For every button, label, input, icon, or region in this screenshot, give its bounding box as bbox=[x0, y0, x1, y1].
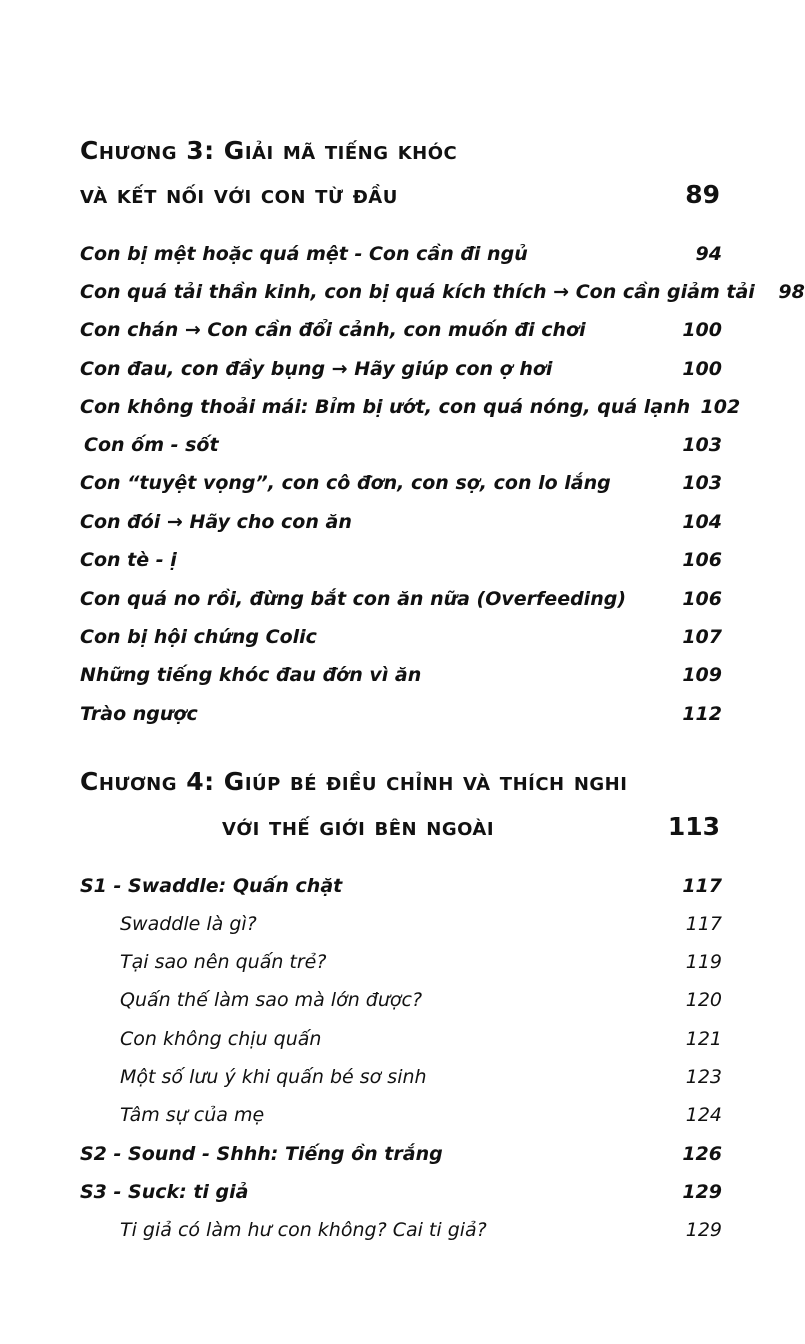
toc-entry bbox=[80, 699, 722, 729]
toc-entry-title: Trào ngược bbox=[80, 703, 198, 725]
toc-entry bbox=[80, 871, 722, 901]
toc-entry-title: Con không chịu quấn bbox=[120, 1028, 322, 1050]
toc-entry bbox=[80, 430, 722, 460]
toc-entry-page: 94 bbox=[695, 243, 722, 265]
toc-entry-page: 124 bbox=[685, 1104, 722, 1126]
toc-entry bbox=[80, 584, 722, 614]
toc-subentry bbox=[120, 947, 722, 977]
toc-entry-page: 104 bbox=[682, 511, 722, 533]
toc-entry bbox=[80, 315, 722, 345]
toc-entry-title: Con không thoải mái: Bỉm bị ướt, con quá nóng, quá lạnh bbox=[80, 396, 691, 418]
toc-entry-page: 117 bbox=[682, 875, 722, 897]
toc-entry-page: 117 bbox=[685, 913, 722, 935]
toc-entry-title: Tâm sự của mẹ bbox=[120, 1104, 265, 1126]
toc-entry-title: Swaddle là gì? bbox=[120, 913, 257, 935]
toc-entry-title: Con quá no rồi, đừng bắt con ăn nữa (Overfeeding) bbox=[80, 588, 626, 610]
toc-entry-page: 129 bbox=[682, 1181, 722, 1203]
toc-entry-title: Tại sao nên quấn trẻ? bbox=[120, 951, 327, 973]
toc-entry-title: Con đói → Hãy cho con ăn bbox=[80, 511, 352, 533]
chapter-3-title-line-1: Chương 3: Giải mã tiếng khóc bbox=[80, 136, 458, 165]
toc-entry-title: Con bị mệt hoặc quá mệt - Con cần đi ngủ bbox=[80, 243, 528, 265]
toc-entry bbox=[80, 354, 722, 384]
toc-subentry bbox=[120, 1024, 722, 1054]
toc-entry-page: 121 bbox=[685, 1028, 722, 1050]
toc-entry-title: Quấn thế làm sao mà lớn được? bbox=[120, 989, 423, 1011]
chapter-3-title-line-2: và kết nối với con từ đầu bbox=[80, 180, 398, 209]
toc-subentry bbox=[120, 1062, 722, 1092]
toc-subentry bbox=[120, 909, 722, 939]
toc-entry bbox=[80, 468, 722, 498]
chapter-4-title-line-1: Chương 4: Giúp bé điều chỉnh và thích nghi bbox=[80, 767, 628, 796]
toc-entry bbox=[80, 277, 805, 307]
toc-entry-title: S3 - Suck: ti giả bbox=[80, 1181, 249, 1203]
toc-subentry bbox=[120, 1100, 722, 1130]
toc-entry-page: 103 bbox=[682, 434, 722, 456]
toc-entry-page: 100 bbox=[682, 358, 722, 380]
toc-entry-title: Một số lưu ý khi quấn bé sơ sinh bbox=[120, 1066, 427, 1088]
toc-entry-page: 106 bbox=[682, 549, 722, 571]
toc-entry-title: Con chán → Con cần đổi cảnh, con muốn đi chơi bbox=[80, 319, 586, 341]
toc-entry-title: Con bị hội chứng Colic bbox=[80, 626, 317, 648]
toc-entry-page: 119 bbox=[685, 951, 722, 973]
toc-entry-page: 103 bbox=[682, 472, 722, 494]
toc-entry-title: Con đau, con đầy bụng → Hãy giúp con ợ hơi bbox=[80, 358, 553, 380]
toc-entry-page: 98 bbox=[778, 281, 805, 303]
toc-entry bbox=[80, 507, 722, 537]
toc-entry-page: 102 bbox=[700, 396, 741, 418]
toc-entry bbox=[80, 660, 722, 690]
toc-subentry bbox=[120, 985, 722, 1015]
toc-entry-title: Ti giả có làm hư con không? Cai ti giả? bbox=[120, 1219, 487, 1241]
toc-entry-title: S1 - Swaddle: Quấn chặt bbox=[80, 875, 343, 897]
toc-entry-page: 109 bbox=[682, 664, 722, 686]
toc-entry-page: 112 bbox=[682, 703, 722, 725]
toc-entry-page: 126 bbox=[682, 1143, 722, 1165]
toc-subentry bbox=[120, 1215, 722, 1245]
toc-entry-page: 120 bbox=[685, 989, 722, 1011]
toc-entry-page: 123 bbox=[685, 1066, 722, 1088]
toc-entry-title: Con tè - ị bbox=[80, 549, 177, 571]
toc-entry-title: Con quá tải thần kinh, con bị quá kích thích → Con cần giảm tải bbox=[80, 281, 755, 303]
toc-entry-page: 106 bbox=[682, 588, 722, 610]
toc-entry bbox=[80, 545, 722, 575]
toc-entry bbox=[80, 1139, 722, 1169]
toc-entry-page: 129 bbox=[685, 1219, 722, 1241]
toc-entry bbox=[80, 392, 741, 422]
toc-entry bbox=[80, 1177, 722, 1207]
toc-entry-title: Con “tuyệt vọng”, con cô đơn, con sợ, con lo lắng bbox=[80, 472, 611, 494]
toc-entry bbox=[80, 622, 722, 652]
toc-entry-title: Những tiếng khóc đau đớn vì ăn bbox=[80, 664, 422, 686]
chapter-4-title-line-2: với thế giới bên ngoài bbox=[222, 812, 495, 841]
toc-entry bbox=[80, 239, 722, 269]
toc-entry-page: 100 bbox=[682, 319, 722, 341]
toc-entry-page: 107 bbox=[682, 626, 722, 648]
chapter-3-page-number: 89 bbox=[685, 180, 720, 209]
toc-entry-title: S2 - Sound - Shhh: Tiếng ồn trắng bbox=[80, 1143, 443, 1165]
toc-entry-title: Con ốm - sốt bbox=[84, 434, 219, 456]
chapter-4-page-number: 113 bbox=[667, 812, 720, 841]
